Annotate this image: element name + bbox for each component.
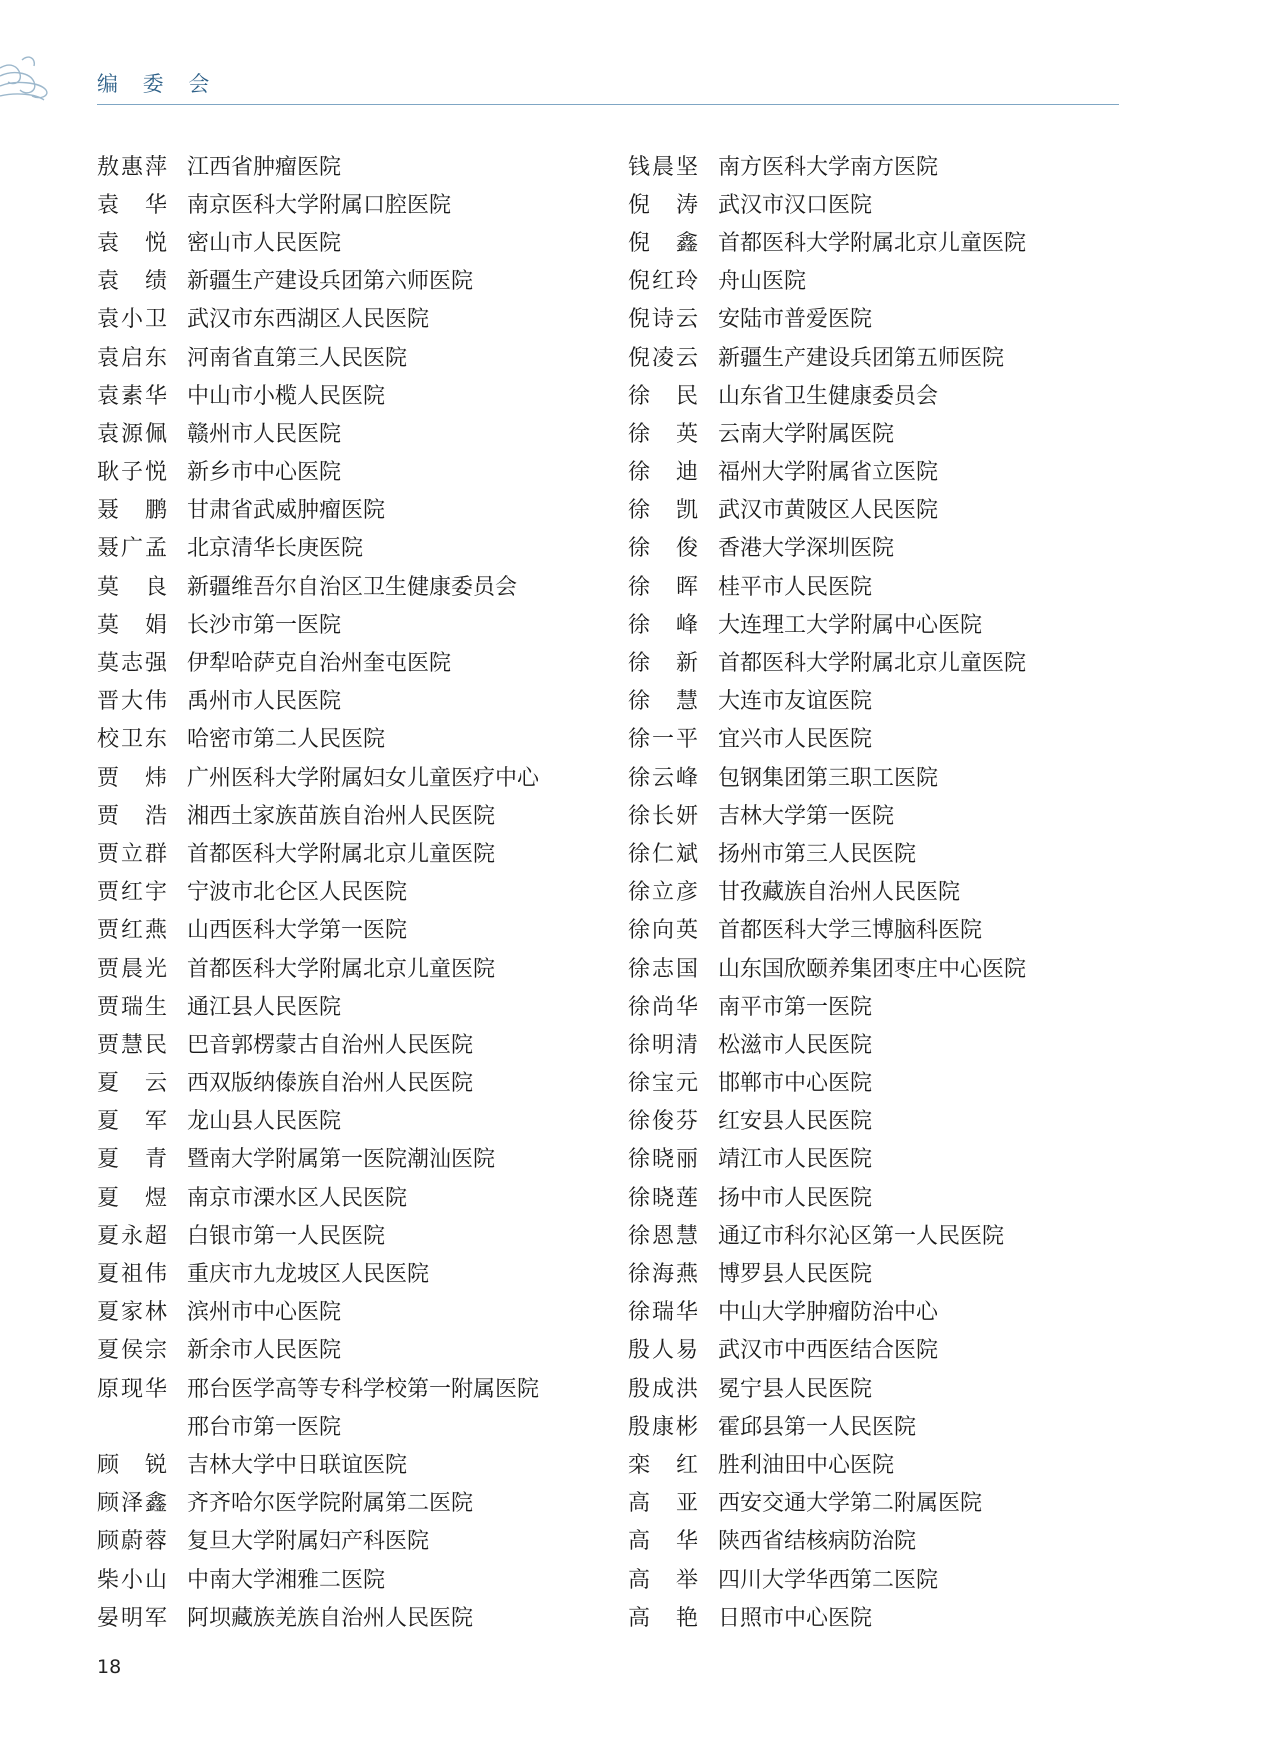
member-name: 倪诗云 xyxy=(628,307,698,333)
member-organization: 滨州市中心医院 xyxy=(187,1300,342,1326)
member-entry xyxy=(628,1483,1026,1521)
member-name: 徐 民 xyxy=(628,383,698,409)
member-entry xyxy=(97,795,539,833)
member-entry xyxy=(97,681,539,719)
member-name: 贾瑞生 xyxy=(97,994,167,1020)
member-entry xyxy=(97,375,539,413)
member-organization: 日照市中心医院 xyxy=(718,1605,873,1631)
member-name: 徐晓丽 xyxy=(628,1147,698,1173)
member-name: 高 亚 xyxy=(628,1491,698,1517)
member-entry xyxy=(97,1368,539,1406)
member-name: 晋大伟 xyxy=(97,689,167,715)
member-name: 栾 红 xyxy=(628,1452,698,1478)
member-entry xyxy=(628,1177,1026,1215)
member-organization: 南平市第一医院 xyxy=(718,994,873,1020)
member-organization: 西安交通大学第二附属医院 xyxy=(718,1491,983,1517)
member-entry xyxy=(628,146,1026,184)
member-organization: 龙山县人民医院 xyxy=(187,1109,342,1135)
member-entry xyxy=(628,604,1026,642)
member-organization: 中山市小榄人民医院 xyxy=(187,383,386,409)
member-entry xyxy=(97,184,539,222)
member-entry xyxy=(628,1215,1026,1253)
member-name: 徐 英 xyxy=(628,421,698,447)
member-entry xyxy=(628,337,1026,375)
member-entry xyxy=(97,1330,539,1368)
member-name: 夏永超 xyxy=(97,1223,167,1249)
member-organization: 南京市溧水区人民医院 xyxy=(187,1185,408,1211)
member-entry xyxy=(628,642,1026,680)
member-entry xyxy=(97,1559,539,1597)
member-organization: 南京医科大学附属口腔医院 xyxy=(187,192,452,218)
member-entry xyxy=(628,452,1026,490)
member-organization: 复旦大学附属妇产科医院 xyxy=(187,1529,430,1555)
member-organization: 重庆市九龙坡区人民医院 xyxy=(187,1262,430,1288)
member-name: 贾红宇 xyxy=(97,880,167,906)
member-entry xyxy=(97,757,539,795)
member-entry xyxy=(97,1024,539,1062)
member-entry xyxy=(97,1444,539,1482)
member-organization: 邢台医学高等专科学校第一附属医院 xyxy=(187,1376,540,1402)
member-name: 徐宝元 xyxy=(628,1071,698,1097)
member-entry xyxy=(97,1215,539,1253)
member-name: 夏侯宗 xyxy=(97,1338,167,1364)
member-organization: 胜利油田中心医院 xyxy=(718,1452,895,1478)
member-name: 徐尚华 xyxy=(628,994,698,1020)
member-name: 柴小山 xyxy=(97,1567,167,1593)
member-entry xyxy=(97,261,539,299)
member-entry xyxy=(628,261,1026,299)
member-organization: 新疆维吾尔自治区卫生健康委员会 xyxy=(187,574,518,600)
member-name: 敖惠萍 xyxy=(97,154,167,180)
member-organization: 哈密市第二人民医院 xyxy=(187,727,386,753)
member-entry xyxy=(628,1101,1026,1139)
member-organization: 首都医科大学附属北京儿童医院 xyxy=(718,230,1027,256)
member-organization: 新乡市中心医院 xyxy=(187,460,342,486)
member-name: 徐 峰 xyxy=(628,612,698,638)
member-name: 倪凌云 xyxy=(628,345,698,371)
member-entry xyxy=(97,1253,539,1291)
member-name: 徐俊芬 xyxy=(628,1109,698,1135)
member-name: 夏家林 xyxy=(97,1300,167,1326)
member-organization: 首都医科大学附属北京儿童医院 xyxy=(718,651,1027,677)
page-number: 18 xyxy=(97,1656,122,1678)
member-organization: 武汉市汉口医院 xyxy=(718,192,873,218)
member-name: 贾 炜 xyxy=(97,765,167,791)
member-name: 徐海燕 xyxy=(628,1262,698,1288)
member-entry xyxy=(628,1444,1026,1482)
member-entry xyxy=(628,1330,1026,1368)
member-organization: 武汉市东西湖区人民医院 xyxy=(187,307,430,333)
member-entry xyxy=(628,719,1026,757)
member-entry xyxy=(628,1024,1026,1062)
member-organization: 舟山医院 xyxy=(718,269,807,295)
member-name: 高 艳 xyxy=(628,1605,698,1631)
member-entry xyxy=(628,528,1026,566)
member-name: 袁素华 xyxy=(97,383,167,409)
member-organization: 福州大学附属省立医院 xyxy=(718,460,939,486)
header-divider xyxy=(97,104,1119,105)
member-name: 钱晨坚 xyxy=(628,154,698,180)
member-name: 徐 俊 xyxy=(628,536,698,562)
member-entry xyxy=(97,528,539,566)
member-organization: 武汉市中西医结合医院 xyxy=(718,1338,939,1364)
member-name: 顾 锐 xyxy=(97,1452,167,1478)
member-organization: 红安县人民医院 xyxy=(718,1109,873,1135)
member-name: 夏祖伟 xyxy=(97,1262,167,1288)
member-name: 殷人易 xyxy=(628,1338,698,1364)
member-entry xyxy=(628,910,1026,948)
member-name: 莫 良 xyxy=(97,574,167,600)
member-organization: 首都医科大学附属北京儿童医院 xyxy=(187,956,496,982)
member-name: 晏明军 xyxy=(97,1605,167,1631)
member-entry xyxy=(628,1521,1026,1559)
member-entry xyxy=(97,986,539,1024)
member-organization: 通江县人民医院 xyxy=(187,994,342,1020)
member-organization: 吉林大学中日联谊医院 xyxy=(187,1452,408,1478)
member-entry xyxy=(97,413,539,451)
member-name: 徐 新 xyxy=(628,651,698,677)
member-organization: 禹州市人民医院 xyxy=(187,689,342,715)
cloud-ornament-icon xyxy=(0,40,56,110)
member-entry xyxy=(97,1292,539,1330)
right-member-column xyxy=(628,146,1026,1635)
member-organization: 博罗县人民医院 xyxy=(718,1262,873,1288)
member-entry xyxy=(628,986,1026,1024)
member-entry xyxy=(97,1139,539,1177)
member-entry xyxy=(628,375,1026,413)
member-organization: 甘孜藏族自治州人民医院 xyxy=(718,880,961,906)
member-entry xyxy=(628,681,1026,719)
member-name: 原现华 xyxy=(97,1376,167,1402)
member-organization: 南方医科大学南方医院 xyxy=(718,154,939,180)
member-name: 袁源佩 xyxy=(97,421,167,447)
member-entry xyxy=(628,566,1026,604)
member-organization: 北京清华长庚医院 xyxy=(187,536,364,562)
member-name: 徐恩慧 xyxy=(628,1223,698,1249)
member-entry xyxy=(97,299,539,337)
member-organization: 宜兴市人民医院 xyxy=(718,727,873,753)
member-organization: 中山大学肿瘤防治中心 xyxy=(718,1300,939,1326)
member-entry xyxy=(97,948,539,986)
member-organization: 冕宁县人民医院 xyxy=(718,1376,873,1402)
member-organization: 邯郸市中心医院 xyxy=(718,1071,873,1097)
member-entry xyxy=(628,1368,1026,1406)
member-entry xyxy=(97,222,539,260)
member-entry xyxy=(97,1406,539,1444)
member-name: 校卫东 xyxy=(97,727,167,753)
member-organization: 吉林大学第一医院 xyxy=(718,803,895,829)
member-name: 徐一平 xyxy=(628,727,698,753)
member-entry xyxy=(628,757,1026,795)
member-organization: 西双版纳傣族自治州人民医院 xyxy=(187,1071,474,1097)
member-organization: 武汉市黄陂区人民医院 xyxy=(718,498,939,524)
member-name: 夏 军 xyxy=(97,1109,167,1135)
member-organization: 甘肃省武威肿瘤医院 xyxy=(187,498,386,524)
member-name: 袁启东 xyxy=(97,345,167,371)
member-entry xyxy=(97,452,539,490)
member-organization: 宁波市北仑区人民医院 xyxy=(187,880,408,906)
member-name: 袁 悦 xyxy=(97,230,167,256)
member-entry xyxy=(97,1597,539,1635)
member-name: 徐 晖 xyxy=(628,574,698,600)
member-entry xyxy=(97,642,539,680)
member-entry xyxy=(97,146,539,184)
member-name: 倪红玲 xyxy=(628,269,698,295)
member-entry xyxy=(628,872,1026,910)
member-organization: 赣州市人民医院 xyxy=(187,421,342,447)
member-organization: 霍邱县第一人民医院 xyxy=(718,1414,917,1440)
member-entry xyxy=(628,1597,1026,1635)
member-organization: 湘西土家族苗族自治州人民医院 xyxy=(187,803,496,829)
member-name: 徐向英 xyxy=(628,918,698,944)
member-organization: 大连理工大学附属中心医院 xyxy=(718,612,983,638)
member-entry xyxy=(628,1063,1026,1101)
member-entry xyxy=(628,222,1026,260)
member-entry xyxy=(97,490,539,528)
member-entry xyxy=(628,413,1026,451)
member-name: 贾慧民 xyxy=(97,1032,167,1058)
member-organization: 安陆市普爱医院 xyxy=(718,307,873,333)
member-organization: 中南大学湘雅二医院 xyxy=(187,1567,386,1593)
member-organization: 陕西省结核病防治院 xyxy=(718,1529,917,1555)
member-name: 徐志国 xyxy=(628,956,698,982)
member-organization: 扬州市第三人民医院 xyxy=(718,841,917,867)
member-entry xyxy=(628,1139,1026,1177)
member-organization: 靖江市人民医院 xyxy=(718,1147,873,1173)
member-entry xyxy=(97,1177,539,1215)
member-entry xyxy=(628,184,1026,222)
member-organization: 云南大学附属医院 xyxy=(718,421,895,447)
member-organization: 四川大学华西第二医院 xyxy=(718,1567,939,1593)
member-organization: 暨南大学附属第一医院潮汕医院 xyxy=(187,1147,496,1173)
member-name: 高 华 xyxy=(628,1529,698,1555)
member-name: 倪 鑫 xyxy=(628,230,698,256)
member-name: 夏 青 xyxy=(97,1147,167,1173)
member-name: 袁 绩 xyxy=(97,269,167,295)
member-organization: 白银市第一人民医院 xyxy=(187,1223,386,1249)
member-name: 顾泽鑫 xyxy=(97,1491,167,1517)
member-organization: 首都医科大学附属北京儿童医院 xyxy=(187,841,496,867)
member-name: 徐立彦 xyxy=(628,880,698,906)
member-organization: 包钢集团第三职工医院 xyxy=(718,765,939,791)
member-entry xyxy=(628,1406,1026,1444)
member-name: 夏 煜 xyxy=(97,1185,167,1211)
member-name: 顾蔚蓉 xyxy=(97,1529,167,1555)
member-name: 夏 云 xyxy=(97,1071,167,1097)
member-organization: 大连市友谊医院 xyxy=(718,689,873,715)
member-organization: 齐齐哈尔医学院附属第二医院 xyxy=(187,1491,474,1517)
member-organization: 广州医科大学附属妇女儿童医疗中心 xyxy=(187,765,540,791)
member-entry xyxy=(97,1101,539,1139)
member-entry xyxy=(97,833,539,871)
member-organization: 河南省直第三人民医院 xyxy=(187,345,408,371)
member-name: 贾晨光 xyxy=(97,956,167,982)
member-entry xyxy=(97,1483,539,1521)
page-title: 编 委 会 xyxy=(97,72,219,96)
member-name: 徐仁斌 xyxy=(628,841,698,867)
member-name: 徐晓莲 xyxy=(628,1185,698,1211)
member-name: 袁小卫 xyxy=(97,307,167,333)
member-name: 贾 浩 xyxy=(97,803,167,829)
member-name: 徐明清 xyxy=(628,1032,698,1058)
member-entry xyxy=(97,604,539,642)
member-organization: 通辽市科尔沁区第一人民医院 xyxy=(718,1223,1005,1249)
member-organization: 新疆生产建设兵团第六师医院 xyxy=(187,269,474,295)
member-entry xyxy=(97,566,539,604)
member-name: 徐 慧 xyxy=(628,689,698,715)
member-organization: 巴音郭楞蒙古自治州人民医院 xyxy=(187,1032,474,1058)
member-entry xyxy=(628,1559,1026,1597)
member-name: 殷康彬 xyxy=(628,1414,698,1440)
member-entry xyxy=(628,795,1026,833)
member-organization: 长沙市第一医院 xyxy=(187,612,342,638)
member-entry xyxy=(628,1253,1026,1291)
member-organization: 山东国欣颐养集团枣庄中心医院 xyxy=(718,956,1027,982)
member-organization: 伊犁哈萨克自治州奎屯医院 xyxy=(187,651,452,677)
member-name: 聂 鹏 xyxy=(97,498,167,524)
member-entry xyxy=(628,833,1026,871)
member-organization: 山西医科大学第一医院 xyxy=(187,918,408,944)
member-entry xyxy=(97,910,539,948)
member-organization: 邢台市第一医院 xyxy=(187,1414,342,1440)
member-name: 徐 迪 xyxy=(628,460,698,486)
member-organization: 扬中市人民医院 xyxy=(718,1185,873,1211)
member-name: 贾立群 xyxy=(97,841,167,867)
member-name: 徐瑞华 xyxy=(628,1300,698,1326)
member-organization: 山东省卫生健康委员会 xyxy=(718,383,939,409)
member-organization: 密山市人民医院 xyxy=(187,230,342,256)
member-name: 莫 娟 xyxy=(97,612,167,638)
member-entry xyxy=(628,948,1026,986)
member-organization: 香港大学深圳医院 xyxy=(718,536,895,562)
member-name: 徐云峰 xyxy=(628,765,698,791)
member-organization: 桂平市人民医院 xyxy=(718,574,873,600)
member-entry xyxy=(628,490,1026,528)
member-organization: 新疆生产建设兵团第五师医院 xyxy=(718,345,1005,371)
left-member-column xyxy=(97,146,539,1635)
member-organization: 新余市人民医院 xyxy=(187,1338,342,1364)
member-entry xyxy=(97,1521,539,1559)
member-entry xyxy=(97,719,539,757)
member-name: 徐 凯 xyxy=(628,498,698,524)
member-name: 高 举 xyxy=(628,1567,698,1593)
member-entry xyxy=(97,872,539,910)
member-organization: 松滋市人民医院 xyxy=(718,1032,873,1058)
member-organization: 首都医科大学三博脑科医院 xyxy=(718,918,983,944)
member-name: 徐长妍 xyxy=(628,803,698,829)
member-entry xyxy=(97,337,539,375)
member-entry xyxy=(97,1063,539,1101)
member-name: 倪 涛 xyxy=(628,192,698,218)
member-name: 莫志强 xyxy=(97,651,167,677)
member-name: 聂广孟 xyxy=(97,536,167,562)
member-organization: 阿坝藏族羌族自治州人民医院 xyxy=(187,1605,474,1631)
member-name: 袁 华 xyxy=(97,192,167,218)
member-entry xyxy=(628,1292,1026,1330)
member-name: 贾红燕 xyxy=(97,918,167,944)
member-entry xyxy=(628,299,1026,337)
member-name: 殷成洪 xyxy=(628,1376,698,1402)
member-name: 耿子悦 xyxy=(97,460,167,486)
member-organization: 江西省肿瘤医院 xyxy=(187,154,342,180)
